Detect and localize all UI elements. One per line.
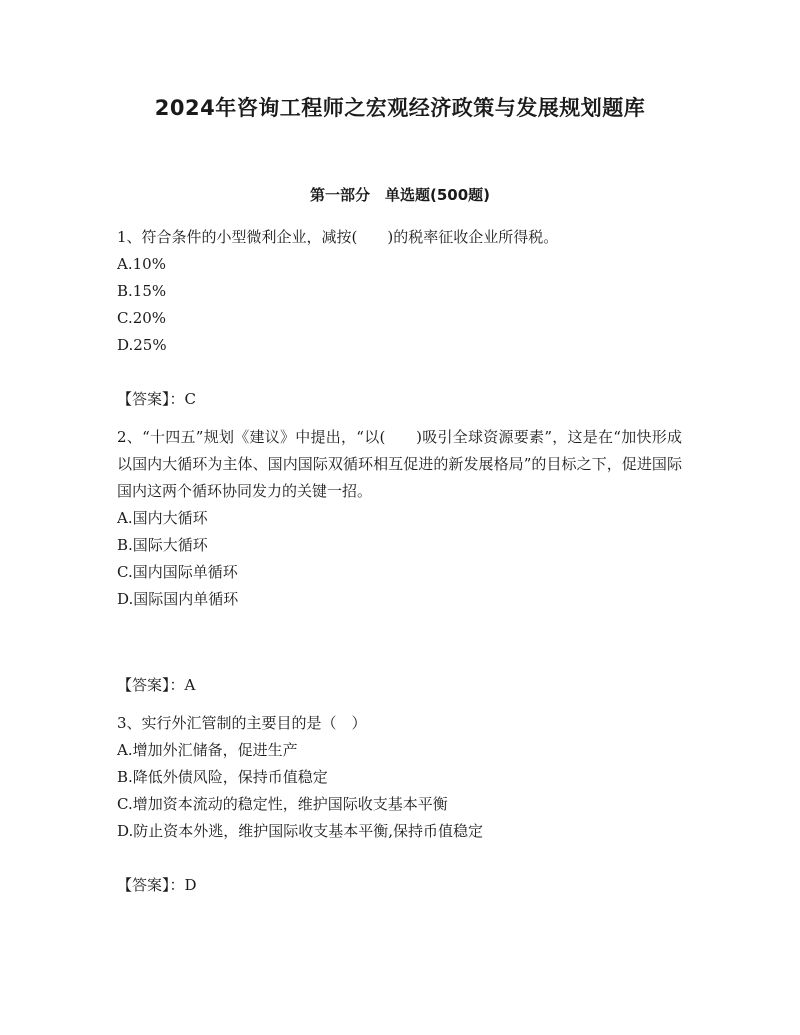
answer-label: 【答案】： [117,876,185,894]
option-a: A.增加外汇储备，促进生产 [117,741,298,759]
option-c: C.国内国际单循环 [117,563,238,581]
option-c: C.20% [117,309,167,327]
answer-value: C [184,390,196,408]
question-stem: 2、“十四五”规划《建议》中提出，“以( )吸引全球资源要素”，这是在“加快形成以国内大循环为主体、国内国际双循环相互促进的新发展格局”的目标之下，促进国际国内这两个循环协同发力的关键一招。 [117,428,682,500]
question-stem: 1、符合条件的小型微利企业，减按( )的税率征收企业所得税。 [117,228,559,246]
question-stem: 3、实行外汇管制的主要目的是（ ） [117,714,367,732]
answer-label: 【答案】： [117,676,185,694]
section-heading: 第一部分 单选题(500题) [309,186,491,204]
option-c: C.增加资本流动的稳定性，维护国际收支基本平衡 [117,795,448,813]
option-a: A.10% [117,255,166,273]
answer-1 [117,386,196,413]
answer-3 [117,872,197,899]
option-d: D.25% [117,336,167,354]
option-b: B.降低外债风险，保持币值稳定 [117,768,328,786]
question-1 [117,224,682,359]
option-a: A.国内大循环 [117,509,208,527]
answer-value: A [184,676,196,694]
option-b: B.15% [117,282,167,300]
question-2 [117,424,682,613]
option-d: D.防止资本外逃，维护国际收支基本平衡,保持币值稳定 [117,822,484,840]
option-b: B.国际大循环 [117,536,208,554]
answer-label: 【答案】： [117,390,185,408]
document-title: 2024年咨询工程师之宏观经济政策与发展规划题库 [154,96,646,120]
option-d: D.国际国内单循环 [117,590,239,608]
question-3 [117,710,682,845]
answer-value: D [184,876,197,894]
answer-2 [117,672,195,699]
